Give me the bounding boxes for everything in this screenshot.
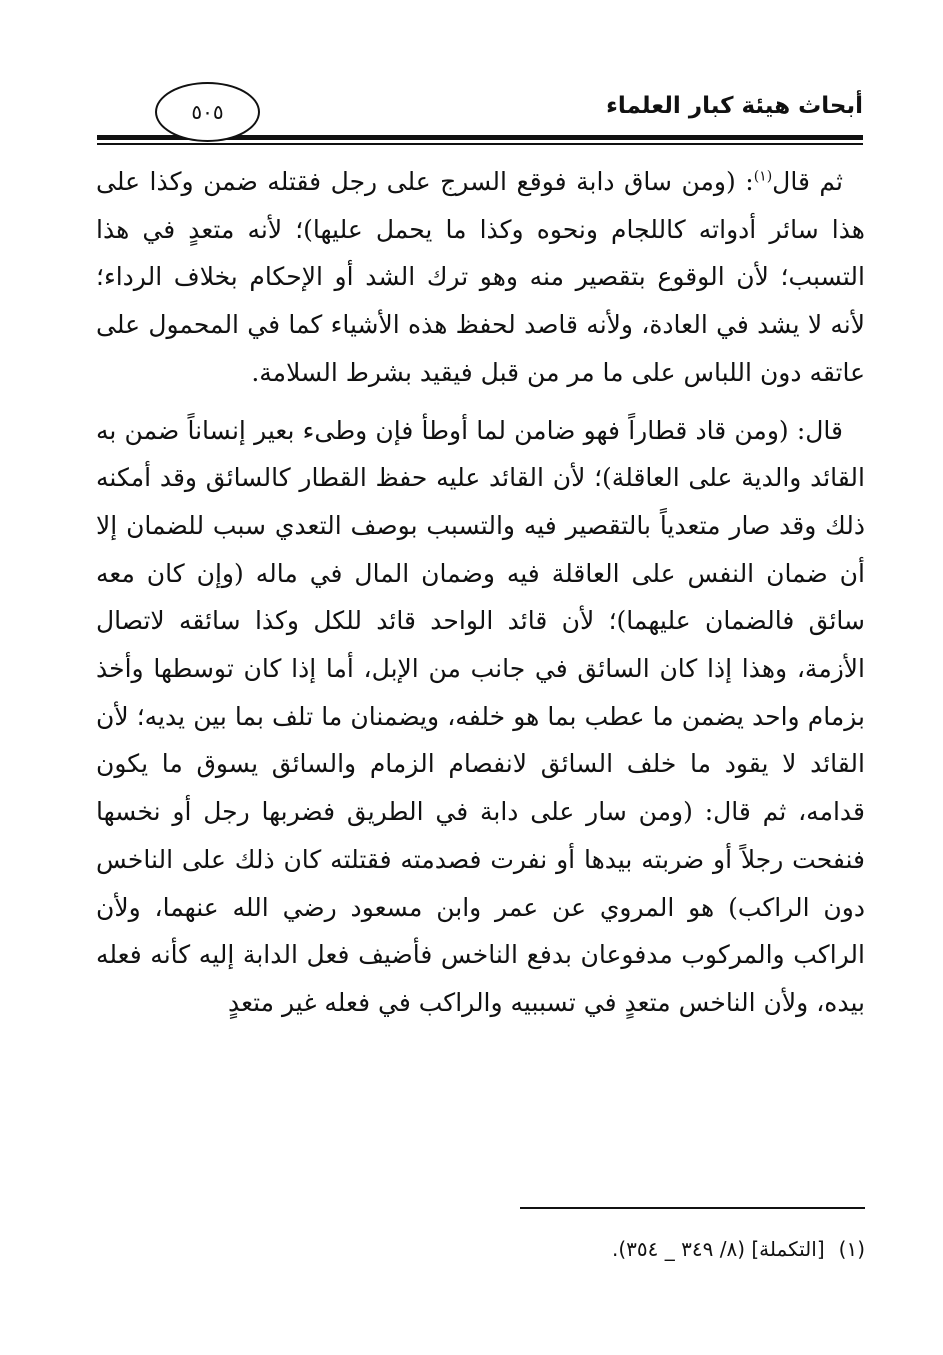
- page-number: ٥٠٥: [155, 82, 260, 142]
- footnote-reference[interactable]: (١): [753, 168, 773, 185]
- page-header: [0, 0, 943, 160]
- footnote-text: [التكملة] (٨/ ٣٤٩ _ ٣٥٤).: [612, 1237, 825, 1261]
- paragraph-1: [96, 158, 865, 397]
- footnote-separator: [520, 1207, 865, 1209]
- main-text: [96, 158, 865, 1027]
- running-header-title: أبحاث هيئة كبار العلماء: [606, 93, 863, 119]
- footnote-marker: (١): [838, 1237, 865, 1261]
- footnote: [612, 1237, 865, 1261]
- paragraph-2-text: قال: (ومن قاد قطاراً فهو ضامن لما أوطأ فإن وطىء بعير إنساناً ضمن به القائد والدية على العاقلة)؛ لأن القائد عليه حفظ القطار كالسائق وقد أمكنه ذلك وقد صار متعدياً بالتقصير فيه والتسبب بوصف التعدي سبب للضمان إلا أن ضمان النفس على العاقلة فيه وضمان المال في ماله (وإن كان معه سائق فالضمان عليهما)؛ لأن قائد الواحد قائد للكل وكذا سائقه لاتصال الأزمة، وهذا إذا كان السائق في جانب من الإبل، أما إذا كان توسطها وأخذ بزمام واحد يضمن ما عطب بما هو خلفه، ويضمنان ما تلف بما بين يديه؛ لأن القائد لا يقود ما خلف السائق لانفصام الزمام والسائق يسوق ما يكون قدامه، ثم قال: (ومن سار على دابة في الطريق فضربها رجل أو نخسها فنفحت رجلاً أو ضربته بيدها أو نفرت فصدمته فقتلته كان ذلك على الناخس دون الراكب) هو المروي عن عمر وابن مسعود رضي الله عنهما، ولأن الراكب والمركوب مدفوعان بدفع الناخس فأضيف فعل الدابة إليه كأنه فعله بيده، ولأن الناخس متعدٍ في تسببيه والراكب في فعله غير متعدٍ: [96, 415, 865, 1017]
- paragraph-1-text: : (ومن ساق دابة فوقع السرج على رجل فقتله ضمن وكذا على هذا سائر أدواته كاللجام ونحوه وكذا ما يحمل عليها)؛ لأنه متعدٍ في هذا التسبب؛ لأن الوقوع بتقصير منه وهو ترك الشد أو الإحكام بخلاف الرداء؛ لأنه لا يشد في العادة، ولأنه قاصد لحفظ هذه الأشياء كما في المحمول على عاتقه دون اللباس على ما مر من قبل فيقيد بشرط السلامة.: [96, 167, 865, 387]
- header-rule-thin: [97, 143, 863, 145]
- paragraph-1-lead: ثم قال: [772, 167, 843, 196]
- paragraph-2: [96, 407, 865, 1027]
